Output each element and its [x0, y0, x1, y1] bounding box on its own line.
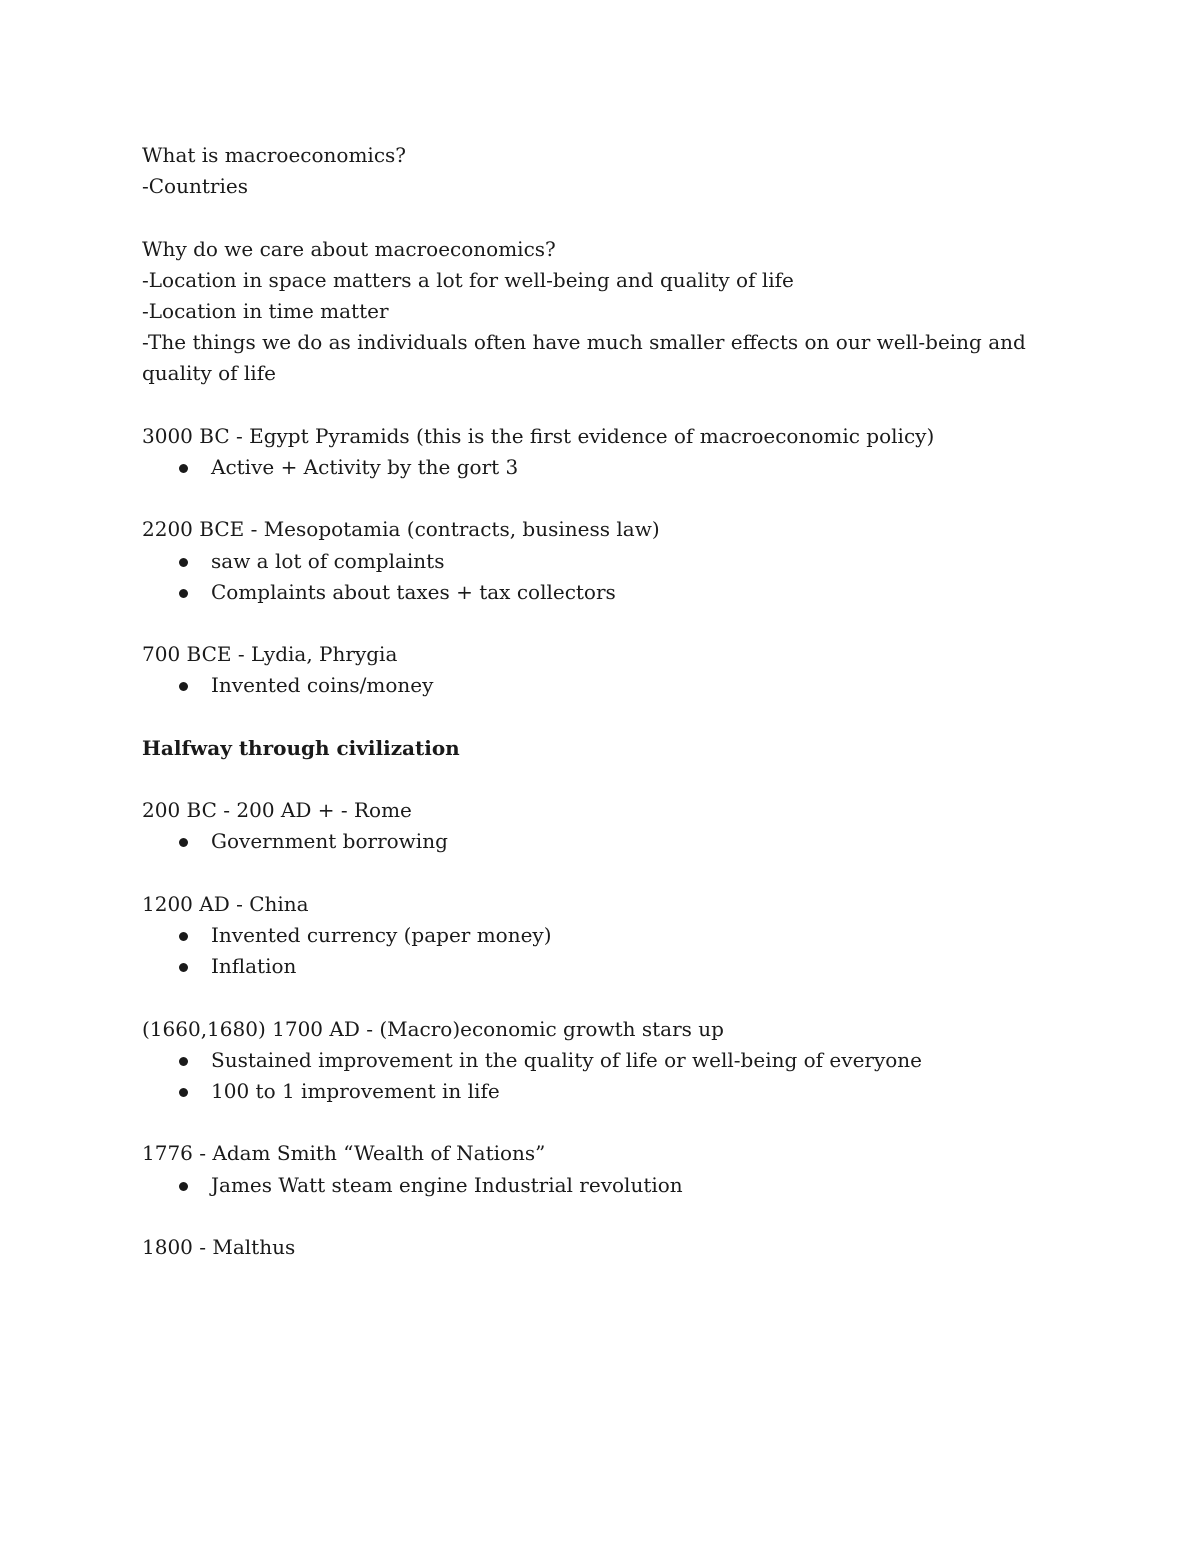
bullet-icon — [179, 1057, 188, 1066]
document-page — [142, 140, 1052, 1263]
bullet-icon — [179, 1182, 188, 1191]
bullet-icon — [179, 838, 188, 847]
blank-line — [142, 608, 1052, 639]
list-item — [142, 951, 1052, 982]
blank-line — [142, 390, 1052, 421]
list-item — [142, 546, 1052, 577]
list-item — [142, 826, 1052, 857]
bullet-icon — [179, 963, 188, 972]
section-heading-halfway: Halfway through civilization — [142, 735, 460, 760]
list-item — [142, 1170, 1052, 1201]
bullet-list-lydia — [142, 670, 1052, 701]
list-item-text: James Watt steam engine Industrial revolution — [211, 1172, 683, 1197]
section-heading-malthus: 1800 - Malthus — [142, 1234, 296, 1259]
blank-line — [142, 202, 1052, 233]
question-why-care: Why do we care about macroeconomics? — [142, 236, 556, 261]
bullet-list-growth — [142, 1045, 1052, 1107]
blank-line — [142, 1107, 1052, 1138]
list-item-text: Active + Activity by the gort 3 — [211, 455, 519, 479]
list-item-text: Sustained improvement in the quality of life or well-being of everyone — [211, 1047, 923, 1072]
bullet-list-rome — [142, 826, 1052, 857]
list-item-text: Government borrowing — [211, 829, 448, 854]
bullet-icon — [179, 1088, 188, 1097]
blank-line — [142, 483, 1052, 514]
blank-line — [142, 1201, 1052, 1232]
bullet-list-egypt — [142, 452, 1052, 483]
list-item-text: Complaints about taxes + tax collectors — [211, 579, 616, 604]
answer-countries: -Countries — [142, 174, 248, 199]
answer-location-space: -Location in space matters a lot for well-being and quality of life — [142, 267, 794, 292]
section-heading-smith: 1776 - Adam Smith “Wealth of Nations” — [142, 1141, 546, 1166]
list-item-text: Invented currency (paper money) — [211, 922, 552, 947]
blank-line — [142, 702, 1052, 733]
list-item-text: saw a lot of complaints — [211, 548, 445, 573]
section-heading-egypt: 3000 BC - Egypt Pyramids (this is the first evidence of macroeconomic policy) — [142, 423, 935, 448]
blank-line — [142, 764, 1052, 795]
blank-line — [142, 982, 1052, 1013]
list-item-text: Invented coins/money — [211, 673, 434, 698]
list-item — [142, 1076, 1052, 1107]
section-heading-rome: 200 BC - 200 AD + - Rome — [142, 798, 412, 823]
bullet-list-mesopotamia — [142, 546, 1052, 608]
bullet-icon — [179, 464, 188, 473]
bullet-icon — [179, 932, 188, 941]
bullet-list-china — [142, 920, 1052, 982]
list-item — [142, 670, 1052, 701]
section-heading-lydia: 700 BCE - Lydia, Phrygia — [142, 642, 398, 667]
bullet-icon — [179, 589, 188, 598]
list-item — [142, 1045, 1052, 1076]
list-item — [142, 452, 1052, 483]
list-item-text: 100 to 1 improvement in life — [211, 1078, 500, 1103]
answer-location-time: -Location in time matter — [142, 299, 389, 323]
bullet-list-smith — [142, 1170, 1052, 1201]
bullet-icon — [179, 558, 188, 567]
blank-line — [142, 858, 1052, 889]
list-item-text: Inflation — [211, 954, 297, 979]
section-heading-china: 1200 AD - China — [142, 891, 309, 916]
list-item — [142, 920, 1052, 951]
bullet-icon — [179, 682, 188, 691]
question-what-is-macroeconomics: What is macroeconomics? — [142, 143, 407, 167]
list-item — [142, 577, 1052, 608]
answer-individual-effects: -The things we do as individuals often have much smaller effects on our well-being and quality of life — [142, 330, 1026, 386]
section-heading-mesopotamia: 2200 BCE - Mesopotamia (contracts, business law) — [142, 517, 660, 542]
section-heading-growth: (1660,1680) 1700 AD - (Macro)economic growth stars up — [142, 1016, 724, 1041]
